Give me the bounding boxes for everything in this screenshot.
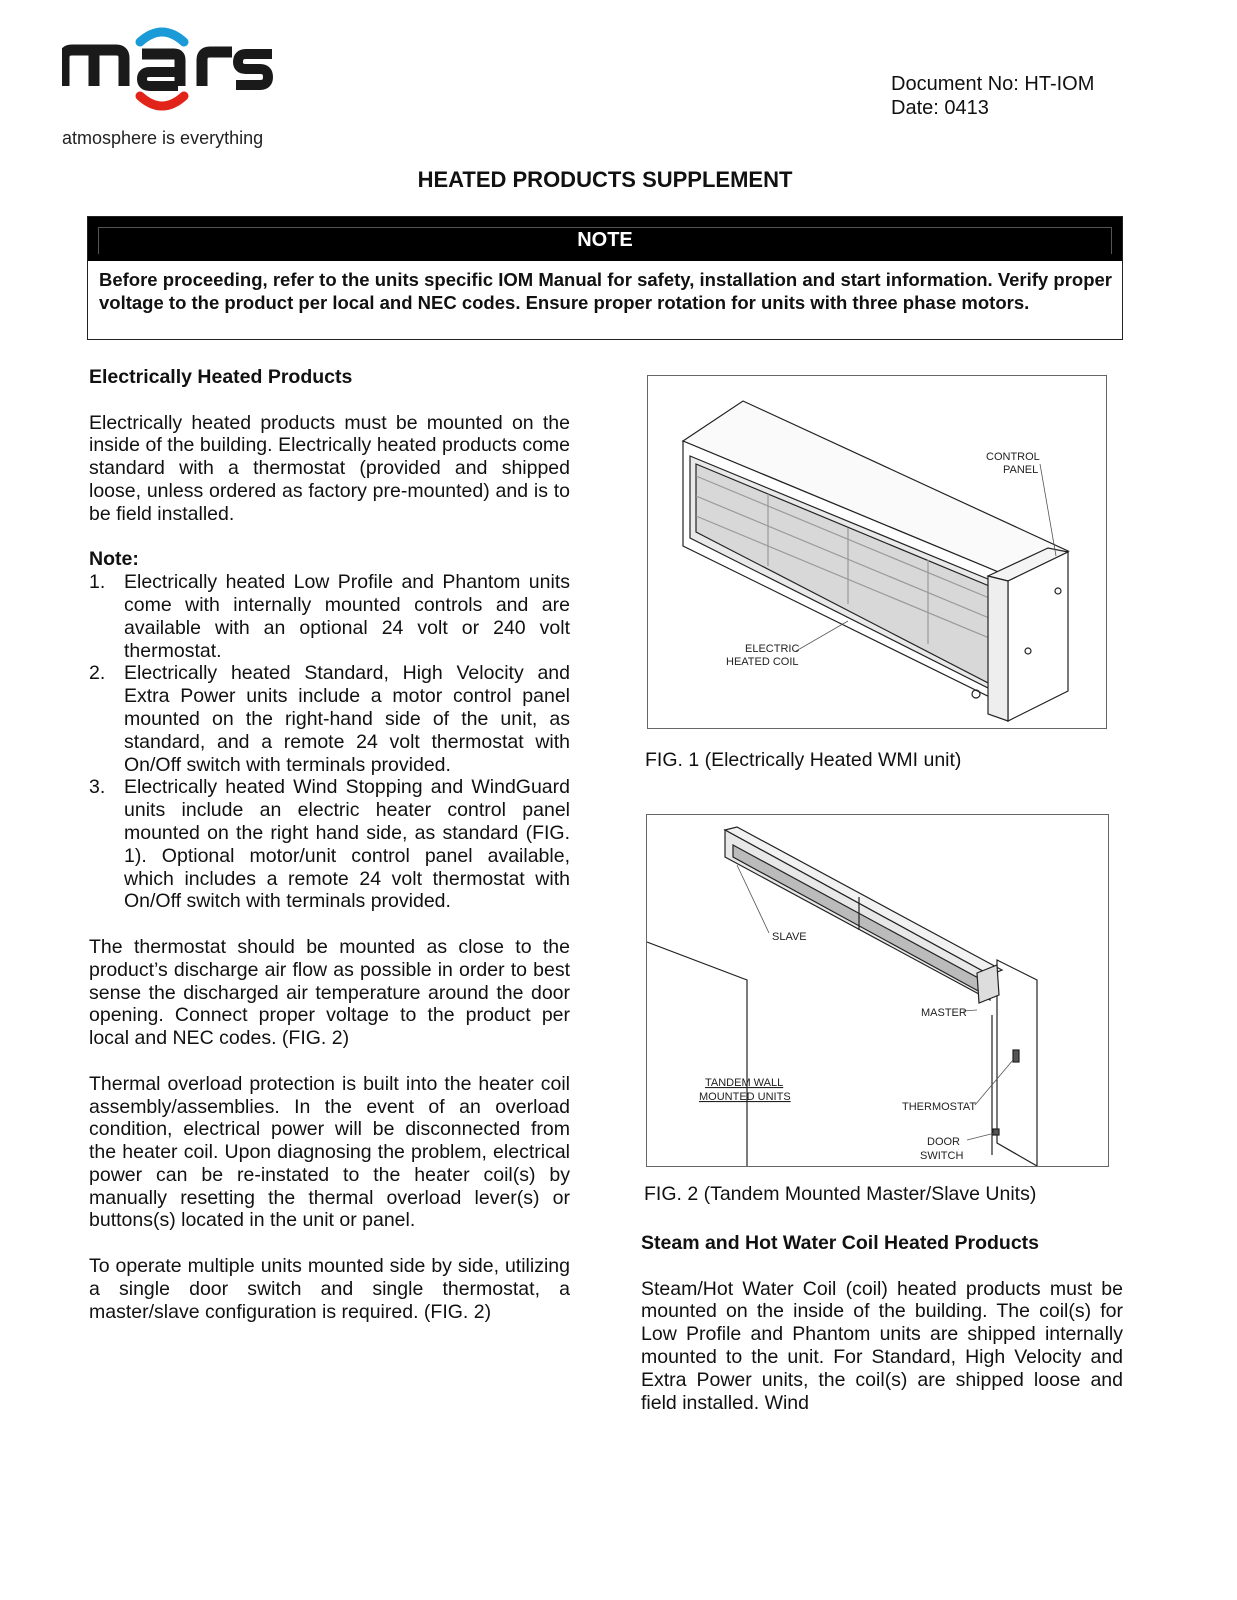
brand-logo — [62, 24, 282, 154]
brand-tagline: atmosphere is everything — [62, 128, 264, 148]
note-box — [87, 216, 1123, 340]
paragraph-overload: Thermal overload protection is built into the heater coil assembly/assemblies. In the event of an overload condition, electrical power will be disconnected from the heater coil. Upon diagnosing the problem, electrical power can be re-instated to the heater coil(s) by manually resetting the thermal overload lever(s) or buttons(s) located in the unit or panel. — [89, 1072, 570, 1232]
document-date: Date: 0413 — [891, 97, 989, 119]
label-electric-coil-2: HEATED COIL — [726, 656, 799, 668]
paragraph-intro: Electrically heated products must be mounted on the inside of the building. Electrically heated products come standard with a thermostat (provided and shipped loose, unless ordered as factory pre-mounted) and is to be field installed. — [89, 411, 570, 525]
list-item: 1. Electrically heated Low Profile and Phantom units come with internally mounted controls and are available with an optional 24 volt or 240 volt thermostat. — [89, 571, 570, 662]
right-column — [641, 1232, 1123, 1414]
figure-2-caption: FIG. 2 (Tandem Mounted Master/Slave Units) — [644, 1183, 1037, 1205]
label-master: MASTER — [921, 1007, 967, 1019]
section-heading-steam: Steam and Hot Water Coil Heated Products — [641, 1232, 1040, 1254]
note-header — [88, 217, 1122, 261]
document-info — [891, 72, 1094, 120]
list-item: 2. Electrically heated Standard, High Velocity and Extra Power units include a motor control panel mounted on the right-hand side of the unit, as standard, and a remote 24 volt thermostat with On/Off switch with terminals provided. — [89, 662, 570, 776]
label-mounted-units: MOUNTED UNITS — [699, 1091, 791, 1103]
list-item: 3. Electrically heated Wind Stopping and WindGuard units include an electric heater control panel mounted on the right hand side, as standard (FIG. 1). Optional motor/unit control panel available, which includes a remote 24 volt thermostat with On/Off switch with terminals provided. — [89, 776, 570, 913]
mars-logo-icon — [62, 24, 282, 124]
label-thermostat: THERMOSTAT — [902, 1101, 977, 1113]
figure-1-electric-unit — [647, 375, 1107, 729]
figure-1-caption: FIG. 1 (Electrically Heated WMI unit) — [645, 749, 962, 771]
paragraph-steam: Steam/Hot Water Coil (coil) heated products must be mounted on the inside of the building. The coil(s) for Low Profile and Phantom units are shipped internally mounted to the unit. For Standard, High Velocity and Extra Power units, the coil(s) are shipped loose and field installed. Wind — [641, 1277, 1123, 1414]
note-text: Before proceeding, refer to the units specific IOM Manual for safety, installation and start information. Verify proper voltage to the product per local and NEC codes. Ensure proper rotation for units with three phase motors. — [99, 269, 1112, 313]
label-switch: SWITCH — [920, 1150, 964, 1162]
label-tandem-wall: TANDEM WALL — [705, 1077, 784, 1089]
note-label: Note: — [89, 548, 139, 571]
note-title: NOTE — [577, 229, 633, 251]
label-electric-coil: ELECTRIC — [745, 643, 800, 655]
left-column — [89, 366, 570, 1323]
paragraph-thermostat: The thermostat should be mounted as close to the product’s discharge air flow as possible in order to best sense the discharged air temperature around the door opening. Connect proper voltage to the product per local and NEC codes. (FIG. 2) — [89, 935, 570, 1050]
label-control-panel: CONTROL — [986, 451, 1040, 463]
tandem-units-illustration — [647, 815, 1108, 1166]
label-door: DOOR — [927, 1136, 960, 1148]
figure-2-tandem-units — [646, 814, 1109, 1167]
page-title: HEATED PRODUCTS SUPPLEMENT — [417, 167, 793, 192]
electric-unit-illustration — [648, 376, 1106, 728]
section-heading-electric: Electrically Heated Products — [89, 366, 353, 388]
label-slave: SLAVE — [772, 931, 807, 943]
label-control-panel-2: PANEL — [1003, 464, 1039, 476]
document-number: Document No: HT-IOM — [891, 73, 1095, 95]
paragraph-multi-unit: To operate multiple units mounted side by side, utilizing a single door switch and single thermostat, a master/slave configuration is required. (FIG. 2) — [89, 1255, 570, 1323]
notes-list — [89, 571, 570, 913]
